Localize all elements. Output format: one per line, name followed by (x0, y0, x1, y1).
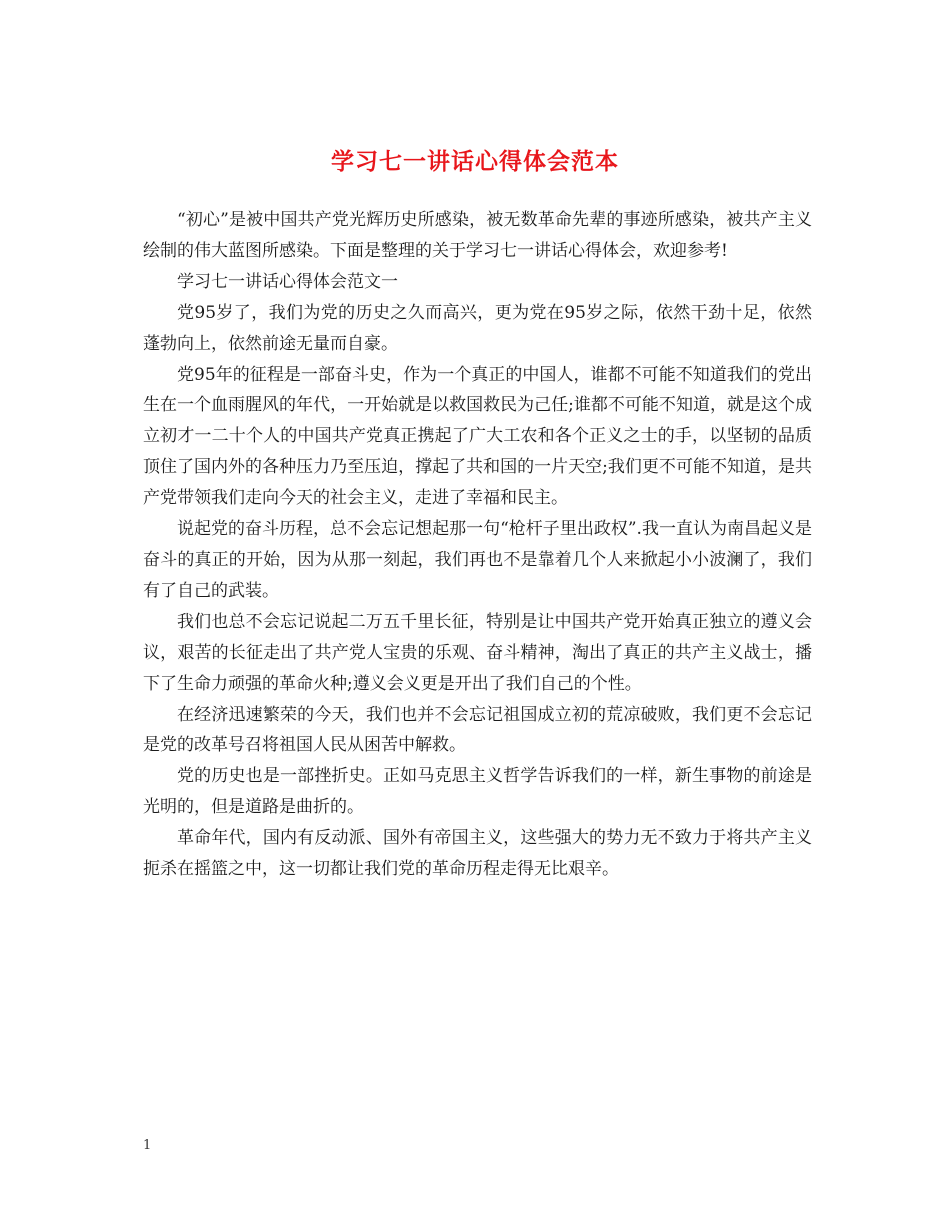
body-paragraph: 在经济迅速繁荣的今天，我们也并不会忘记祖国成立初的荒凉破败，我们更不会忘记是党的改革号召将祖国人民从困苦中解救。 (143, 704, 812, 756)
body-paragraph: 党95年的征程是一部奋斗史，作为一个真正的中国人，谁都不可能不知道我们的党出生在一个血雨腥风的年代，一开始就是以救国救民为己任;谁都不可能不知道，就是这个成立初才一二十个人的中国共产党真正携起了广大工农和各个正义之士的手，以坚韧的品质顶住了国内外的各种压力乃至压迫，撑起了共和国的一片天空;我们更不可能不知道，是共产党带领我们走向今天的社会主义，走进了幸福和民主。 (143, 364, 812, 509)
body-paragraph: 革命年代，国内有反动派、国外有帝国主义，这些强大的势力无不致力于将共产主义扼杀在摇篮之中，这一切都让我们党的革命历程走得无比艰辛。 (143, 828, 812, 880)
body-paragraph: 我们也总不会忘记说起二万五千里长征，特别是让中国共产党开始真正独立的遵义会议，艰苦的长征走出了共产党人宝贵的乐观、奋斗精神，淘出了真正的共产主义战士，播下了生命力顽强的革命火种;遵义会义更是开出了我们自己的个性。 (143, 611, 812, 694)
intro-paragraph: “初心”是被中国共产党光辉历史所感染，被无数革命先辈的事迹所感染，被共产主义绘制的伟大蓝图所感染。下面是整理的关于学习七一讲话心得体会，欢迎参考! (143, 210, 812, 261)
section-heading: 学习七一讲话心得体会范文一 (177, 271, 398, 292)
body-paragraph: 党95岁了，我们为党的历史之久而高兴，更为党在95岁之际，依然干劲十足，依然蓬勃向上，依然前途无量而自豪。 (143, 302, 812, 354)
document-body (143, 205, 812, 885)
page-title: 学习七一讲话心得体会范本 (331, 148, 619, 176)
body-paragraph: 党的历史也是一部挫折史。正如马克思主义哲学告诉我们的一样，新生事物的前途是光明的，但是道路是曲折的。 (143, 766, 812, 818)
page-number: 1 (143, 1138, 152, 1153)
body-paragraph: 说起党的奋斗历程，总不会忘记想起那一句“枪杆子里出政权”.我一直认为南昌起义是奋斗的真正的开始，因为从那一刻起，我们再也不是靠着几个人来掀起小小波澜了，我们有了自己的武装。 (143, 519, 812, 601)
